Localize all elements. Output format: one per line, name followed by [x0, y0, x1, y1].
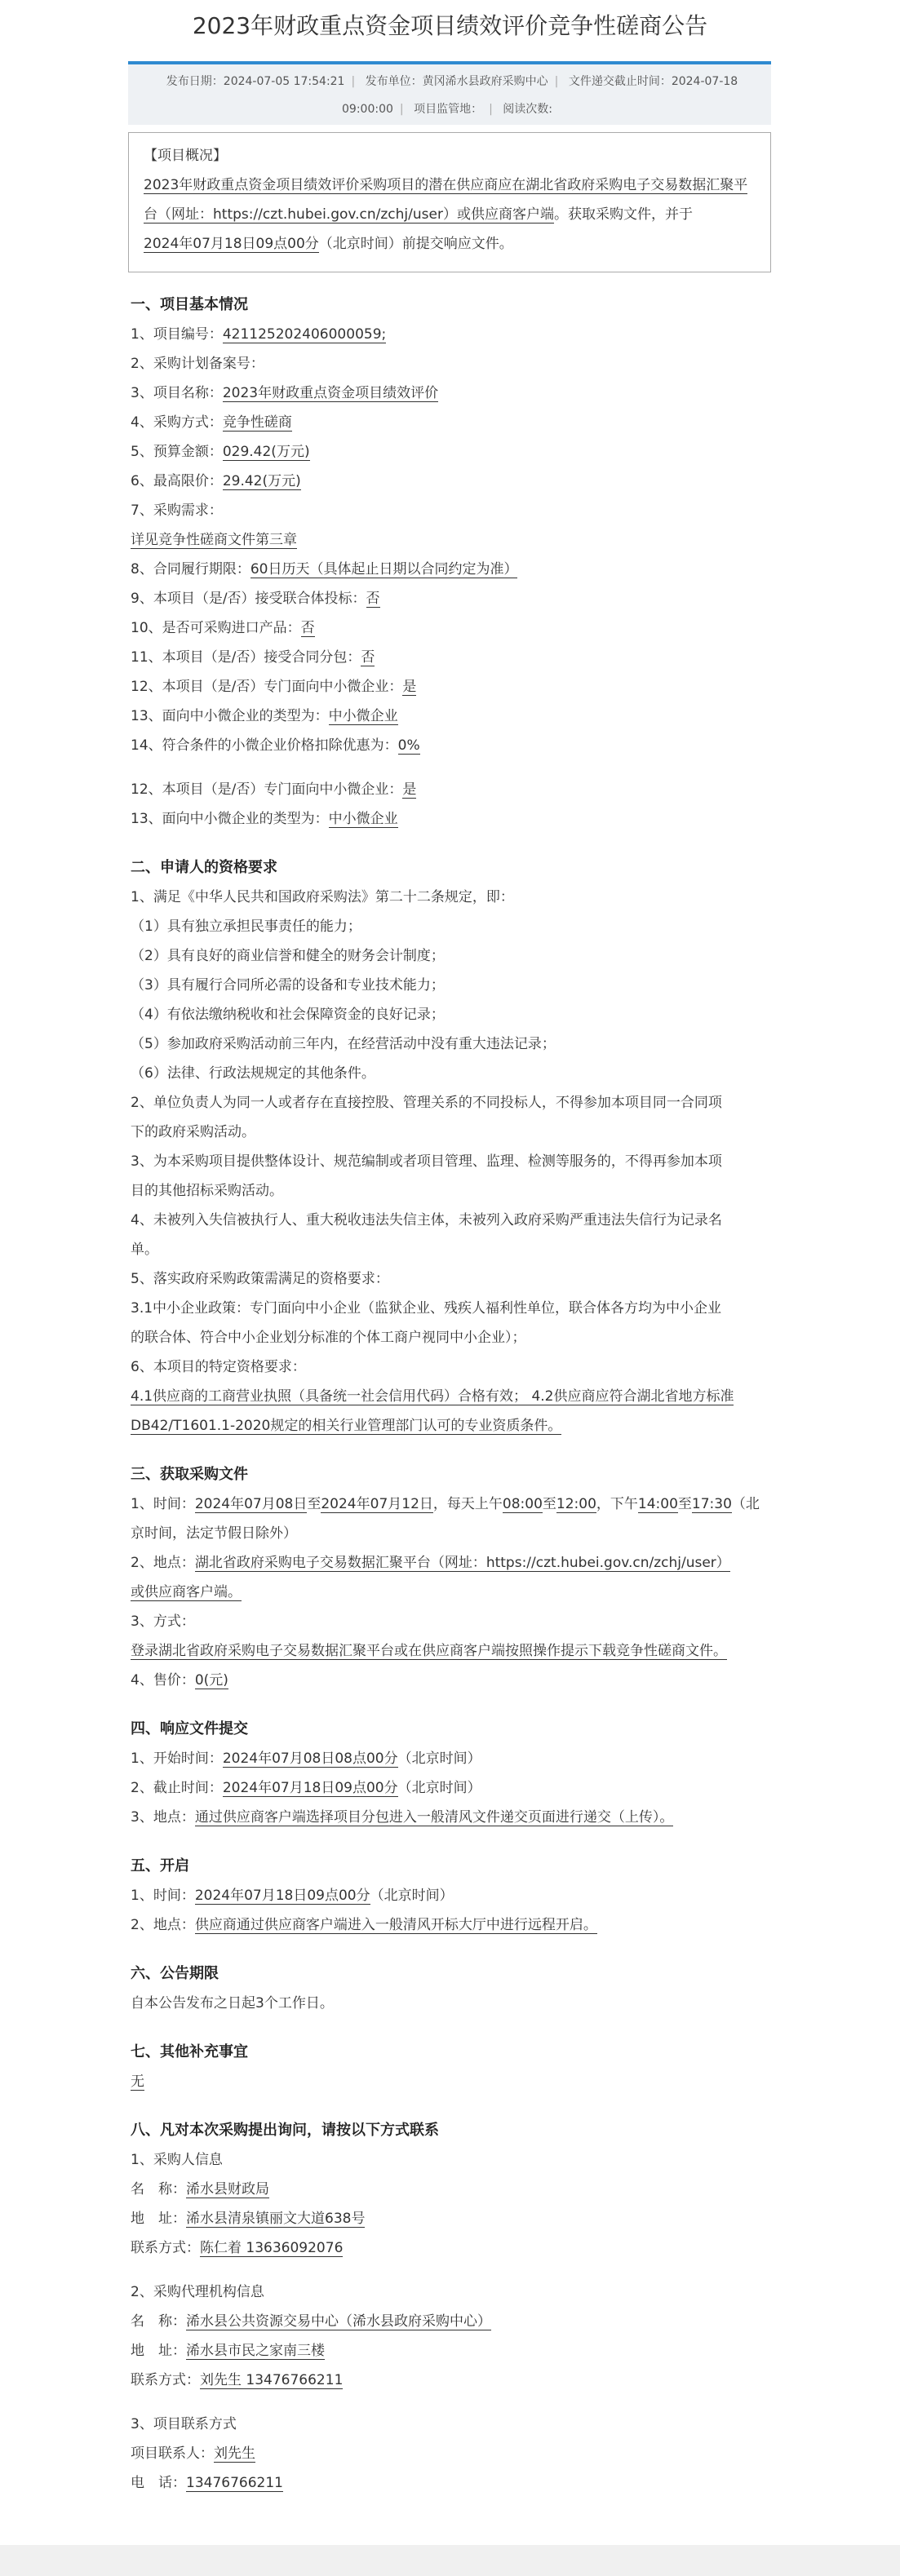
agency-info-heading: 2、采购代理机构信息 [131, 2284, 264, 2300]
purchaser-info-heading: 1、采购人信息 [131, 2152, 223, 2168]
field-label: 7、采购需求： [131, 502, 223, 519]
field-value: 17:30 [691, 1496, 732, 1512]
divider: | [399, 103, 404, 116]
agency-contact [131, 2366, 775, 2395]
section-heading: 五、开启 [131, 1857, 189, 1874]
purchaser-address [131, 2204, 775, 2233]
field-label: 3、方式： [131, 1613, 195, 1630]
field-label: 2、地点： [131, 1555, 195, 1571]
field-label: 13、面向中小微企业的类型为： [131, 708, 329, 724]
field-value: 浠水县财政局 [186, 2181, 269, 2198]
overview-platform-text: 2023年财政重点资金项目绩效评价采购项目的潜在供应商应在湖北省政府采购电子交易数据汇聚平台（网址：https://czt.hubei.gov.cn/zchj/user）或供应商客户端 [144, 177, 748, 223]
field-value: 否 [366, 591, 380, 607]
field-label: 1、时间： [131, 1888, 195, 1904]
field-label: 电 话： [131, 2475, 186, 2491]
field-value: 14:00 [637, 1496, 678, 1512]
field-value: 刘先生 13476766211 [200, 2372, 344, 2388]
specific-qualification-cont [131, 1411, 775, 1441]
project-contact-person [131, 2439, 775, 2468]
submit-end-time [131, 1773, 775, 1803]
spacer [131, 760, 775, 775]
qualification-subitem: （1）具有独立承担民事责任的能力； [131, 918, 361, 935]
field-label: 10、是否可采购进口产品： [131, 620, 301, 636]
field-value: 通过供应商客户端选择项目分包进入一般清风文件递交页面进行递交（上传）。 [194, 1809, 674, 1826]
field-value: 421125202406000059; [222, 326, 387, 343]
field-value: 08:00 [502, 1496, 543, 1512]
field-label: 12、本项目（是/否）专门面向中小微企业： [131, 679, 403, 695]
field-value: 否 [361, 649, 375, 666]
qualification-item: 6、本项目的特定资格要求： [131, 1359, 306, 1375]
field-value: 浠水县公共资源交易中心（浠水县政府采购中心） [186, 2313, 491, 2330]
publisher: 发布单位：黄冈浠水县政府采购中心 [365, 75, 548, 88]
project-contact-heading: 3、项目联系方式 [131, 2416, 237, 2432]
field-label: 11、本项目（是/否）接受合同分包： [131, 649, 361, 666]
overview-text [144, 170, 756, 259]
max-price [131, 467, 775, 496]
obtain-method-value [131, 1636, 775, 1666]
specific-qualification [131, 1382, 775, 1411]
section-heading: 六、公告期限 [131, 1965, 219, 1982]
procurement-needs-value [131, 525, 775, 555]
field-value: 中小微企业 [328, 708, 398, 724]
field-label: 6、最高限价： [131, 473, 223, 489]
field-label: 8、合同履行期限： [131, 561, 250, 578]
field-value: 中小微企业 [328, 811, 398, 827]
opening-place [131, 1910, 775, 1940]
field-text: 至 [677, 1496, 692, 1512]
field-text: （北 [731, 1496, 760, 1512]
consortium-bid [131, 584, 775, 613]
field-value: 2023年财政重点资金项目绩效评价 [222, 385, 439, 401]
field-text: （北京时间） [397, 1780, 481, 1796]
field-label: 4、采购方式： [131, 414, 223, 431]
project-overview-box [128, 132, 771, 272]
qualification-item-cont: 下的政府采购活动。 [131, 1124, 255, 1140]
field-label: 联系方式： [131, 2240, 200, 2256]
field-value: 029.42(万元) [222, 444, 310, 460]
field-value: 29.42(万元) [222, 473, 301, 489]
field-value: 0% [397, 737, 420, 754]
field-value: 2024年07月12日 [321, 1496, 433, 1512]
overview-text-mid: 。获取采购文件，并于 [553, 206, 693, 223]
field-label: 14、符合条件的小微企业价格扣除优惠为： [131, 737, 398, 754]
field-label: 1、项目编号： [131, 326, 223, 343]
publish-date: 发布日期：2024-07-05 17:54:21 [166, 75, 345, 88]
qualification-subitem: （6）法律、行政法规规定的其他条件。 [131, 1065, 375, 1082]
field-value: 2024年07月18日09点00分 [194, 1888, 370, 1904]
field-label: 9、本项目（是/否）接受联合体投标： [131, 591, 366, 607]
field-value: 13476766211 [186, 2475, 283, 2491]
sme-policy: 3.1中小企业政策：专门面向中小企业（监狱企业、残疾人福利性单位，联合体各方均为中小企业 [131, 1300, 722, 1317]
field-label: 3、项目名称： [131, 385, 223, 401]
project-name [131, 378, 775, 408]
field-value: 或供应商客户端。 [131, 1584, 242, 1600]
announcement-period: 自本公告发布之日起3个工作日。 [131, 1995, 334, 2012]
field-value: 12:00 [556, 1496, 596, 1512]
plan-record-number [131, 349, 775, 378]
field-text: （北京时间） [370, 1888, 454, 1904]
field-value: 4.1供应商的工商营业执照（具备统一社会信用代码）合格有效； 4.2供应商应符合湖北省地方标准 [131, 1388, 734, 1405]
sme-dedicated-repeat [131, 775, 775, 804]
field-value: 详见竞争性磋商文件第三章 [131, 532, 297, 548]
section-heading: 七、其他补充事宜 [131, 2043, 248, 2060]
field-value: 陈仁着 13636092076 [200, 2240, 344, 2256]
divider: | [351, 75, 356, 88]
section-heading: 四、响应文件提交 [131, 1720, 248, 1737]
field-value: 湖北省政府采购电子交易数据汇聚平台（网址：https://czt.hubei.gov.cn/zchj/user） [194, 1555, 730, 1571]
field-label: 项目联系人： [131, 2445, 214, 2462]
contract-period [131, 555, 775, 584]
field-text: ，每天上午 [432, 1496, 503, 1512]
qualification-item: 4、未被列入失信被执行人、重大税收违法失信主体，未被列入政府采购严重违法失信行为记录名 [131, 1212, 722, 1228]
qualification-item: 5、落实政府采购政策需满足的资格要求： [131, 1271, 389, 1287]
field-label: 地 址： [131, 2211, 186, 2227]
field-text: 至 [307, 1496, 321, 1512]
field-label: 4、售价： [131, 1672, 195, 1689]
import-products [131, 613, 775, 643]
field-value: 浠水县清泉镇丽文大道638号 [186, 2211, 366, 2227]
obtain-place-cont [131, 1578, 775, 1607]
field-label: 13、面向中小微企业的类型为： [131, 811, 329, 827]
field-value: 登录湖北省政府采购电子交易数据汇聚平台或在供应商客户端按照操作提示下载竞争性磋商文件。 [131, 1643, 727, 1659]
sme-policy-cont: 的联合体、符合中小企业划分标准的个体工商户视同中小企业）； [131, 1330, 526, 1346]
qualification-item: 3、为本采购项目提供整体设计、规范编制或者项目管理、监理、检测等服务的，不得再参加本项 [131, 1153, 722, 1170]
purchaser-name [131, 2175, 775, 2204]
qualification-subitem: （4）有依法缴纳税收和社会保障资金的良好记录； [131, 1007, 445, 1023]
field-value: 60日历天（具体起止日期以合同约定为准） [250, 561, 518, 578]
footer-bar [0, 2545, 900, 2576]
submission-deadline: 文件递交截止时间：2024-07-18 09:00:00 [342, 75, 738, 116]
field-value: 2024年07月08日 [194, 1496, 308, 1512]
section-heading: 一、项目基本情况 [131, 296, 248, 313]
qualification-item: 2、单位负责人为同一人或者存在直接控股、管理关系的不同投标人，不得参加本项目同一合同项 [131, 1095, 722, 1111]
submit-place [131, 1803, 775, 1832]
sale-price [131, 1666, 775, 1695]
view-count: 阅读次数: [503, 103, 552, 116]
qualification-item-cont: 单。 [131, 1242, 158, 1258]
field-label: 1、时间： [131, 1496, 195, 1512]
field-value: 供应商通过供应商客户端进入一般清风开标大厅中进行远程开启。 [194, 1917, 597, 1933]
field-value: 无 [131, 2074, 144, 2090]
spacer [131, 2395, 775, 2410]
section-heading: 三、获取采购文件 [131, 1466, 248, 1483]
meta-bar [128, 61, 771, 125]
budget-amount [131, 437, 775, 467]
obtain-time [131, 1489, 775, 1519]
obtain-place [131, 1548, 775, 1578]
field-value: 是 [402, 679, 417, 695]
field-text: 至 [542, 1496, 556, 1512]
field-label: 2、采购计划备案号： [131, 356, 264, 372]
procurement-method [131, 408, 775, 437]
sme-type [131, 702, 775, 731]
submit-start-time [131, 1744, 775, 1773]
sme-dedicated [131, 672, 775, 702]
field-label: 5、预算金额： [131, 444, 223, 460]
obtain-method [131, 1607, 775, 1636]
qualification-subitem: （2）具有良好的商业信誉和健全的财务会计制度； [131, 948, 445, 964]
field-value: 是 [402, 781, 417, 798]
section-heading: 二、申请人的资格要求 [131, 859, 277, 876]
qualification-item-cont: 目的其他招标采购活动。 [131, 1183, 283, 1199]
field-value: 浠水县市民之家南三楼 [186, 2343, 325, 2359]
overview-heading: 【项目概况】 [144, 148, 227, 164]
overview-text-end: （北京时间）前提交响应文件。 [318, 236, 513, 252]
field-value: 2024年07月18日09点00分 [222, 1780, 398, 1796]
field-value: 0(元) [194, 1672, 228, 1689]
field-label: 联系方式： [131, 2372, 200, 2388]
price-deduction [131, 731, 775, 760]
qualification-subitem: （3）具有履行合同所必需的设备和专业技术能力； [131, 977, 445, 994]
field-label: 名 称： [131, 2181, 186, 2198]
field-text: （北京时间） [397, 1751, 481, 1767]
obtain-time-cont: 京时间，法定节假日除外） [131, 1525, 297, 1542]
divider: | [554, 75, 559, 88]
subcontract [131, 643, 775, 672]
divider: | [489, 103, 493, 116]
spacer [131, 2263, 775, 2277]
field-value: 否 [300, 620, 315, 636]
field-label: 12、本项目（是/否）专门面向中小微企业： [131, 781, 403, 798]
procurement-needs [131, 496, 775, 525]
supervision-location: 项目监管地： [414, 103, 483, 116]
field-label: 1、开始时间： [131, 1751, 223, 1767]
field-value: DB42/T1601.1-2020规定的相关行业管理部门认可的专业资质条件。 [131, 1418, 562, 1434]
qualification-subitem: （5）参加政府采购活动前三年内，在经营活动中没有重大违法记录； [131, 1036, 556, 1052]
qualification-item: 1、满足《中华人民共和国政府采购法》第二十二条规定，即： [131, 889, 514, 905]
field-label: 3、地点： [131, 1809, 195, 1826]
field-value: 2024年07月08日08点00分 [222, 1751, 398, 1767]
section-heading: 八、凡对本次采购提出询问，请按以下方式联系 [131, 2122, 439, 2139]
purchaser-contact [131, 2233, 775, 2263]
field-label: 名 称： [131, 2313, 186, 2330]
agency-address [131, 2336, 775, 2366]
opening-time [131, 1881, 775, 1910]
field-label: 地 址： [131, 2343, 186, 2359]
field-label: 2、地点： [131, 1917, 195, 1933]
agency-name [131, 2307, 775, 2336]
other-matters [131, 2067, 775, 2096]
field-value: 刘先生 [214, 2445, 255, 2462]
overview-deadline: 2024年07月18日09点00分 [144, 236, 319, 252]
field-value: 竞争性磋商 [222, 414, 292, 431]
field-text: ，下午 [596, 1496, 638, 1512]
field-label: 2、截止时间： [131, 1780, 223, 1796]
sme-type-repeat [131, 804, 775, 834]
announcement-body [131, 295, 775, 2498]
project-number [131, 320, 775, 349]
project-contact-phone [131, 2468, 775, 2498]
page-title: 2023年财政重点资金项目绩效评价竞争性磋商公告 [192, 12, 708, 39]
